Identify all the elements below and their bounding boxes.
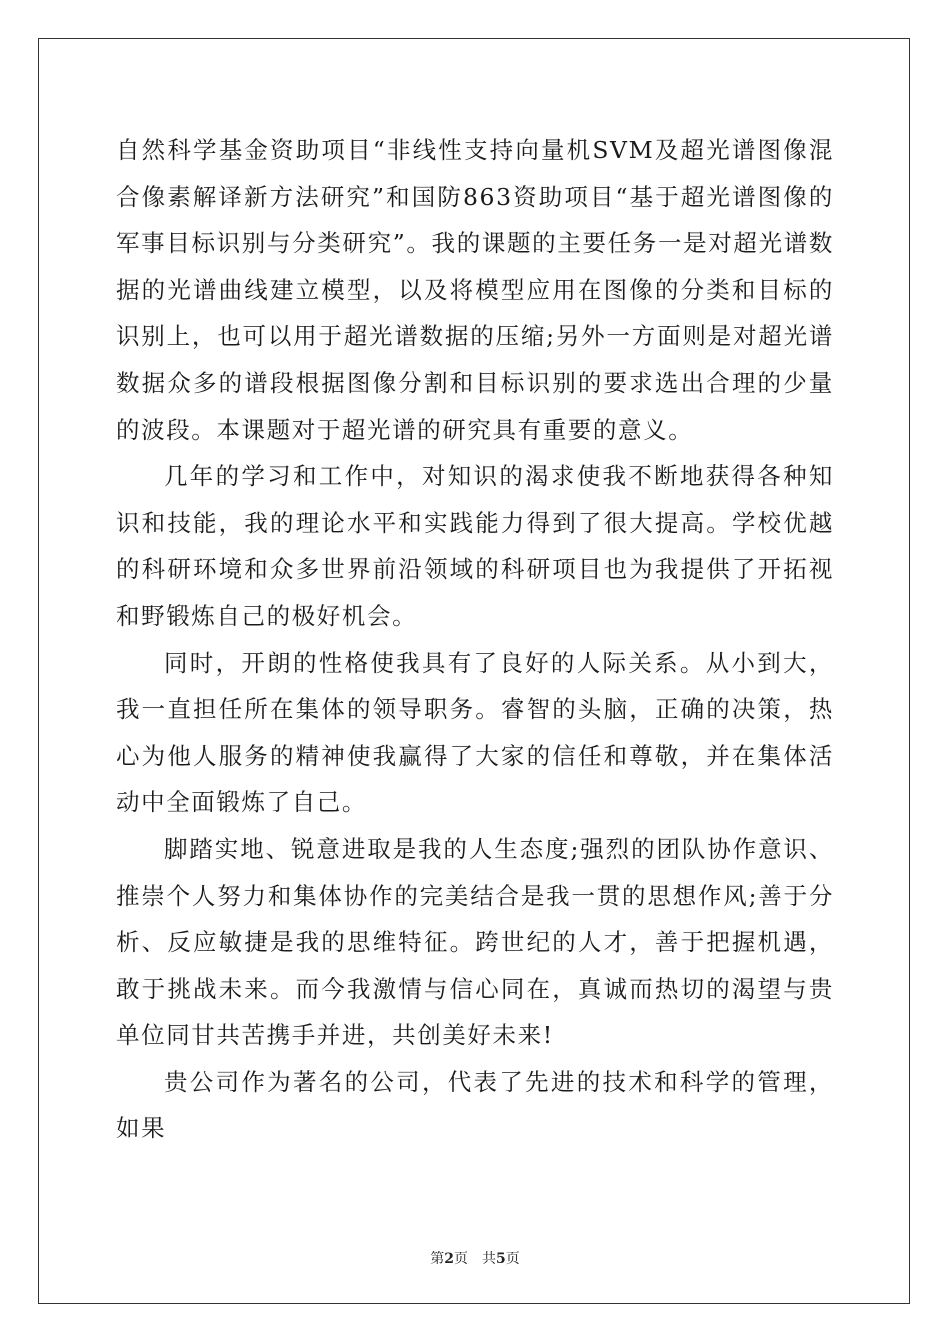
paragraph-1: 自然科学基金资助项目“非线性支持向量机SVM及超光谱图像混合像素解译新方法研究”和国防863资助项目“基于超光谱图像的军事目标识别与分类研究”。我的课题的主要任务一是对超光谱数据的光谱曲线建立模型，以及将模型应用在图像的分类和目标的识别上，也可以用于超光谱数据的压缩;另外一方面则是对超光谱数据众多的谱段根据图像分割和目标识别的要求选出合理的少量的波段。本课题对于超光谱的研究具有重要的意义。 bbox=[116, 136, 834, 444]
paragraph-2: 几年的学习和工作中，对知识的渴求使我不断地获得各种知识和技能，我的理论水平和实践能力得到了很大提高。学校优越的科研环境和众多世界前沿领域的科研项目也为我提供了开拓视和野锻炼自己的极好机会。 bbox=[116, 462, 834, 630]
page-current-number: 2 bbox=[444, 1251, 454, 1267]
page-footer bbox=[0, 1248, 950, 1268]
page-suffix: 页 bbox=[454, 1251, 468, 1267]
paragraph-3: 同时，开朗的性格使我具有了良好的人际关系。从小到大，我一直担任所在集体的领导职务。睿智的头脑，正确的决策，热心为他人服务的精神使我赢得了大家的信任和尊敬，并在集体活动中全面锻炼了自己。 bbox=[116, 648, 834, 817]
total-prefix: 共 bbox=[482, 1251, 496, 1267]
paragraph-4: 脚踏实地、锐意进取是我的人生态度;强烈的团队协作意识、推崇个人努力和集体协作的完美结合是我一贯的思想作风;善于分析、反应敏捷是我的思维特征。跨世纪的人才，善于把握机遇，敢于挑战未来。而今我激情与信心同在，真诚而热切的渴望与贵单位同甘共苦携手并进，共创美好未来! bbox=[116, 834, 834, 1050]
document-body bbox=[116, 127, 834, 1152]
page-prefix: 第 bbox=[430, 1251, 445, 1267]
page-total-number: 5 bbox=[496, 1251, 506, 1267]
total-suffix: 页 bbox=[505, 1251, 520, 1267]
paragraph-5: 贵公司作为著名的公司，代表了先进的技术和科学的管理，如果 bbox=[116, 1067, 834, 1143]
